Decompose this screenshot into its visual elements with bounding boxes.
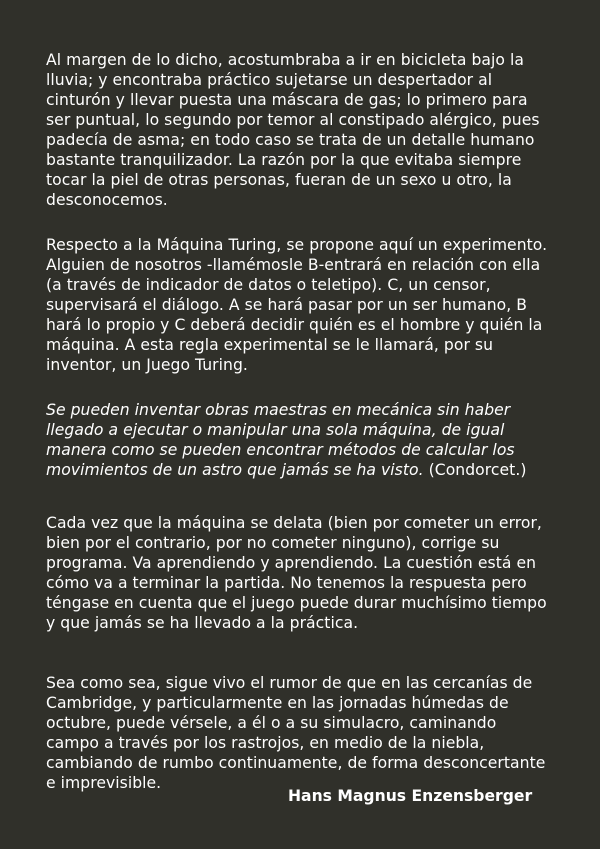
text-line: e imprevisible. (46, 774, 162, 792)
text-line: cómo va a terminar la partida. No tenemos la respuesta pero (46, 574, 527, 592)
text-line: téngase en cuenta que el juego puede durar muchísimo tiempo (46, 594, 547, 612)
text-line: Cambridge, y particularmente en las jornadas húmedas de (46, 694, 509, 712)
text-line: supervisará el diálogo. A se hará pasar por un ser humano, B (46, 296, 528, 314)
text-line: lluvia; y encontraba práctico sujetarse un despertador al (46, 71, 493, 89)
quote-line: manera como se pueden encontrar métodos de calcular los (46, 441, 515, 459)
quote-attribution: (Condorcet.) (423, 461, 527, 479)
paragraph-cambridge-rumor (46, 673, 576, 793)
text-line: (a través de indicador de datos o teletipo). C, un censor, (46, 276, 491, 294)
text-line: campo a través por los rastrojos, en medio de la niebla, (46, 734, 485, 752)
text-line: hará lo propio y C deberá decidir quién es el hombre y quién la (46, 316, 543, 334)
text-line: máquina. A esta regla experimental se le llamará, por su (46, 336, 494, 354)
paragraph-bicycle (46, 50, 576, 210)
text-line: y que jamás se ha llevado a la práctica. (46, 614, 359, 632)
paragraph-condorcet-quote (46, 400, 576, 480)
text-line: octubre, puede vérsele, a él o a su simulacro, caminando (46, 714, 497, 732)
text-line: bastante tranquilizador. La razón por la que evitaba siempre (46, 151, 522, 169)
text-line: Cada vez que la máquina se delata (bien por cometer un error, (46, 514, 542, 532)
text-line: Al margen de lo dicho, acostumbraba a ir en bicicleta bajo la (46, 51, 524, 69)
text-line: programa. Va aprendiendo y aprendiendo. La cuestión está en (46, 554, 537, 572)
quote-last-line (46, 460, 576, 480)
author-signature: Hans Magnus Enzensberger (288, 787, 533, 805)
text-line: Respecto a la Máquina Turing, se propone aquí un experimento. (46, 236, 548, 254)
quote-line-italic: movimientos de un astro que jamás se ha visto. (46, 461, 424, 479)
text-line: inventor, un Juego Turing. (46, 356, 248, 374)
text-line: bien por el contrario, por no cometer ninguno), corrige su (46, 534, 500, 552)
paragraph-machine-learning (46, 513, 576, 633)
text-line: padecía de asma; en todo caso se trata de un detalle humano (46, 131, 535, 149)
text-line: cinturón y llevar puesta una máscara de gas; lo primero para (46, 91, 528, 109)
text-line: Alguien de nosotros -llamémosle B-entrará en relación con ella (46, 256, 541, 274)
text-line: tocar la piel de otras personas, fueran de un sexo u otro, la (46, 171, 512, 189)
quote-line: Se pueden inventar obras maestras en mecánica sin haber (46, 401, 511, 419)
document-body (46, 50, 576, 793)
text-line: ser puntual, lo segundo por temor al constipado alérgico, pues (46, 111, 540, 129)
text-line: cambiando de rumbo continuamente, de forma desconcertante (46, 754, 546, 772)
quote-line: llegado a ejecutar o manipular una sola máquina, de igual (46, 421, 505, 439)
paragraph-turing-machine (46, 235, 576, 375)
text-line: Sea como sea, sigue vivo el rumor de que en las cercanías de (46, 674, 533, 692)
text-line: desconocemos. (46, 191, 168, 209)
